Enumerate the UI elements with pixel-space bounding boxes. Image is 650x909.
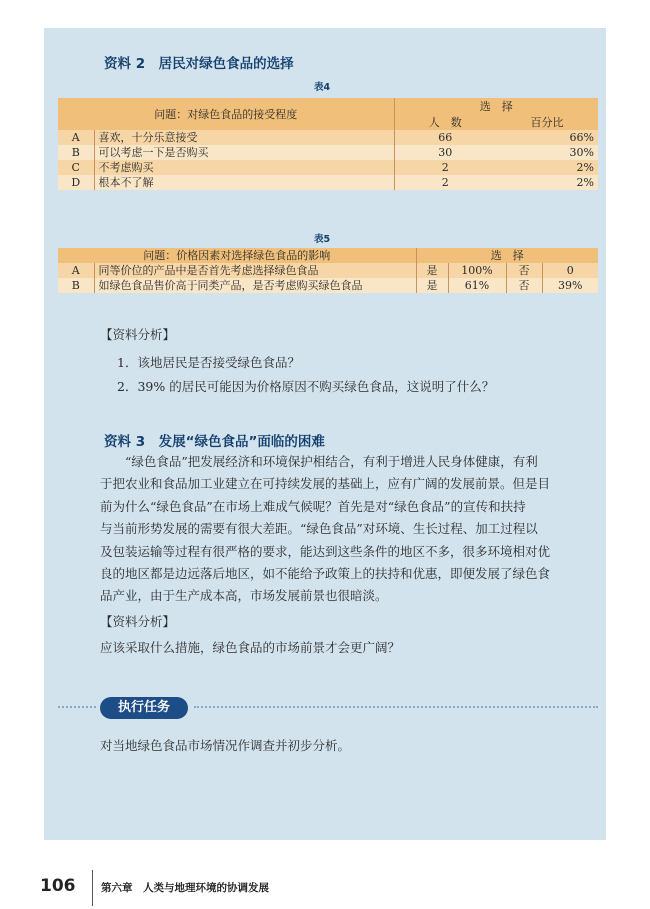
row-text: 喜欢，十分乐意接受 — [94, 130, 394, 145]
table-4-question-header: 问题：对绿色食品的接受程度 — [58, 98, 394, 130]
row-text: 根本不了解 — [94, 175, 394, 190]
paragraph-line: “绿色食品”把发展经济和环境保护相结合，有利于增进人民身体健康，有利 — [125, 454, 538, 469]
row-text: 如绿色食品售价高于同类产品，是否考虑购买绿色食品 — [94, 278, 416, 293]
row-text: 同等价位的产品中是否首先考虑选择绿色食品 — [94, 263, 416, 278]
table-5-caption: 表5 — [314, 234, 331, 245]
paragraph-line: 于把农业和食品加工业建立在可持续发展的基础上，应有广阔的发展前景。但是目 — [100, 476, 551, 492]
page-number: 106 — [40, 876, 76, 896]
table-row — [58, 160, 598, 175]
analysis-label: 【资料分析】 — [100, 327, 176, 342]
row-letter: B — [58, 278, 94, 293]
row-letter: D — [58, 175, 94, 190]
row-no-percent: 39% — [542, 278, 598, 293]
table-row — [58, 145, 598, 160]
row-no: 否 — [506, 278, 542, 293]
row-percent: 2% — [496, 160, 598, 175]
row-percent: 66% — [496, 130, 598, 145]
row-yes-percent: 100% — [448, 263, 506, 278]
analysis-question: 应该采取什么措施，绿色食品的市场前景才会更广阔？ — [100, 640, 401, 655]
material-2-title: 资料 2 居民对绿色食品的选择 — [104, 56, 294, 72]
row-count: 2 — [394, 175, 496, 190]
table-5-header-row — [58, 248, 598, 263]
row-count: 66 — [394, 130, 496, 145]
table-5-question-header: 问题：价格因素对选择绿色食品的影响 — [58, 248, 416, 263]
row-yes-percent: 61% — [448, 278, 506, 293]
row-percent: 30% — [496, 145, 598, 160]
dotted-divider-left — [58, 706, 96, 708]
row-letter: A — [58, 263, 94, 278]
paragraph-line: 品产业，由于生产成本高，市场发展前景也很暗淡。 — [100, 588, 388, 604]
analysis-question: 1．该地居民是否接受绿色食品？ — [117, 355, 300, 370]
row-count: 2 — [394, 160, 496, 175]
paragraph-line: 前为什么“绿色食品”在市场上难成气候呢？首先是对“绿色食品”的宣传和扶持 — [100, 498, 526, 514]
paragraph-line: 良的地区都是边远落后地区，如不能给予政策上的扶持和优惠，即便发展了绿色食 — [100, 566, 551, 582]
row-yes: 是 — [416, 263, 448, 278]
task-badge: 执行任务 — [100, 697, 188, 719]
dotted-divider-right — [194, 706, 598, 708]
chapter-title: 第六章 人类与地理环境的协调发展 — [101, 882, 269, 894]
table-row — [58, 130, 598, 145]
table-4 — [58, 98, 598, 190]
task-text: 对当地绿色食品市场情况作调查并初步分析。 — [100, 738, 351, 753]
table-4-count-header: 人 数 — [394, 114, 496, 130]
row-percent: 2% — [496, 175, 598, 190]
row-text: 不考虑购买 — [94, 160, 394, 175]
table-row — [58, 175, 598, 190]
paragraph-line: 及包装运输等过程有很严格的要求，能达到这些条件的地区不多，很多环境相对优 — [100, 543, 551, 559]
row-text: 可以考虑一下是否购买 — [94, 145, 394, 160]
table-5 — [58, 248, 598, 293]
row-letter: A — [58, 130, 94, 145]
table-4-choice-header: 选 择 — [394, 98, 598, 114]
row-letter: B — [58, 145, 94, 160]
material-3-paragraph — [100, 451, 555, 608]
paragraph-line: 与当前形势发展的需要有很大差距。“绿色食品”对环境、生长过程、加工过程以 — [100, 521, 538, 537]
row-no: 否 — [506, 263, 542, 278]
table-4-caption: 表4 — [314, 82, 331, 93]
row-no-percent: 0 — [542, 263, 598, 278]
footer-divider — [92, 870, 93, 906]
row-yes: 是 — [416, 278, 448, 293]
table-5-choice-header: 选 择 — [416, 248, 598, 263]
analysis-question: 2．39% 的居民可能因为价格原因不购买绿色食品，这说明了什么？ — [117, 379, 495, 394]
table-row — [58, 263, 598, 278]
analysis-label: 【资料分析】 — [100, 614, 176, 629]
table-4-percent-header: 百分比 — [496, 114, 598, 130]
table-row — [58, 278, 598, 293]
table-4-header-row — [58, 98, 598, 114]
row-letter: C — [58, 160, 94, 175]
row-count: 30 — [394, 145, 496, 160]
material-3-title: 资料 3 发展“绿色食品”面临的困难 — [104, 434, 325, 450]
